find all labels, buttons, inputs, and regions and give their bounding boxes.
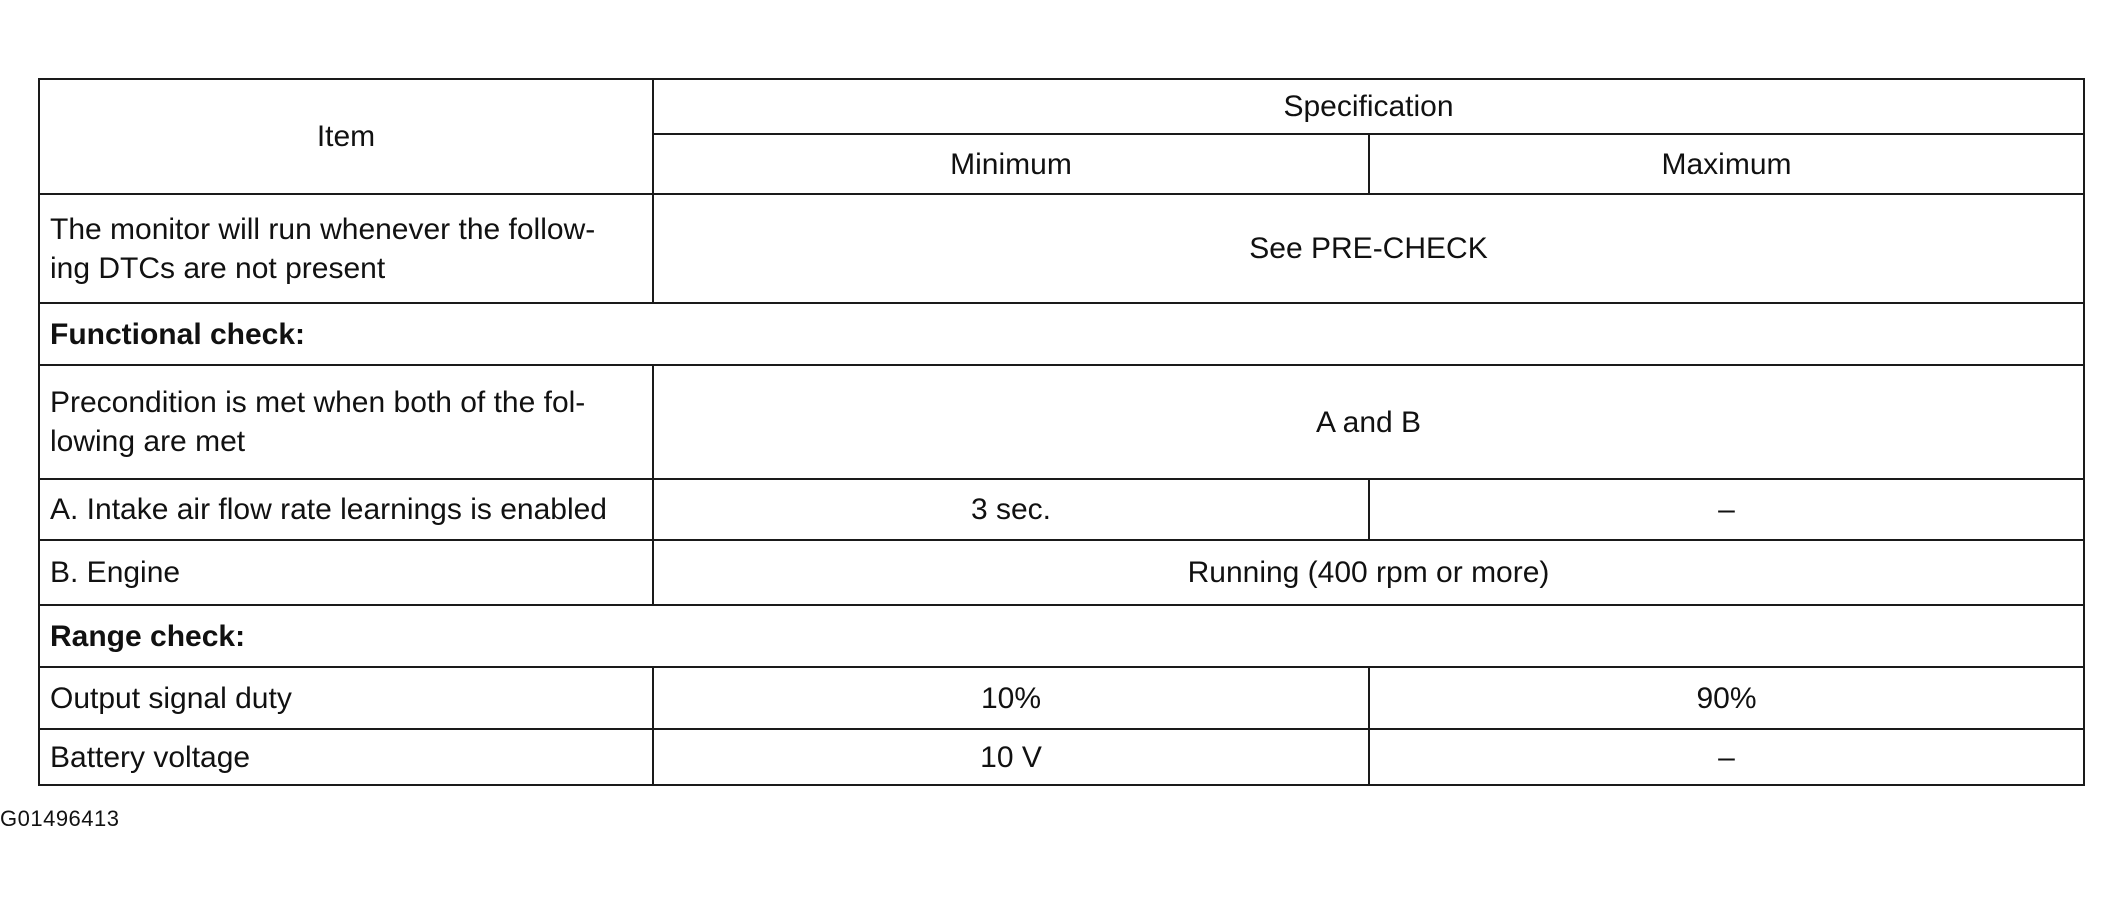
row-minimum-cell: 10% (653, 667, 1369, 729)
section-row (39, 303, 2084, 365)
row-minimum-cell: 3 sec. (653, 479, 1369, 540)
table-row (39, 194, 2084, 303)
table-row (39, 667, 2084, 729)
table-row (39, 365, 2084, 479)
row-maximum-cell: 90% (1369, 667, 2084, 729)
row-item-cell: Battery voltage (39, 729, 653, 785)
row-item-cell: Output signal duty (39, 667, 653, 729)
header-specification: Specification (653, 79, 2084, 134)
figure-code: G01496413 (0, 806, 120, 831)
row-item-line: Precondition is met when both of the fol- (50, 386, 586, 419)
row-item-cell: B. Engine (39, 540, 653, 605)
table-row (39, 540, 2084, 605)
row-item-cell (39, 194, 653, 303)
table-row (39, 729, 2084, 785)
header-minimum: Minimum (653, 134, 1369, 194)
row-spec-cell: A and B (653, 365, 2084, 479)
section-heading: Functional check: (39, 303, 2084, 365)
row-item-line: The monitor will run whenever the follow- (50, 212, 596, 246)
header-maximum: Maximum (1369, 134, 2084, 194)
row-spec-cell: See PRE-CHECK (653, 194, 2084, 303)
section-row (39, 605, 2084, 667)
header-item: Item (39, 79, 653, 194)
row-item-cell: A. Intake air flow rate learnings is enabled (39, 479, 653, 540)
row-item-line: ing DTCs are not present (50, 251, 386, 285)
row-maximum-cell: – (1369, 729, 2084, 785)
section-heading: Range check: (39, 605, 2084, 667)
row-maximum-cell: – (1369, 479, 2084, 540)
specification-table (38, 78, 2085, 786)
table-row (39, 479, 2084, 540)
row-minimum-cell: 10 V (653, 729, 1369, 785)
row-item-cell (39, 365, 653, 479)
row-spec-cell: Running (400 rpm or more) (653, 540, 2084, 605)
row-item-line: lowing are met (50, 425, 246, 458)
